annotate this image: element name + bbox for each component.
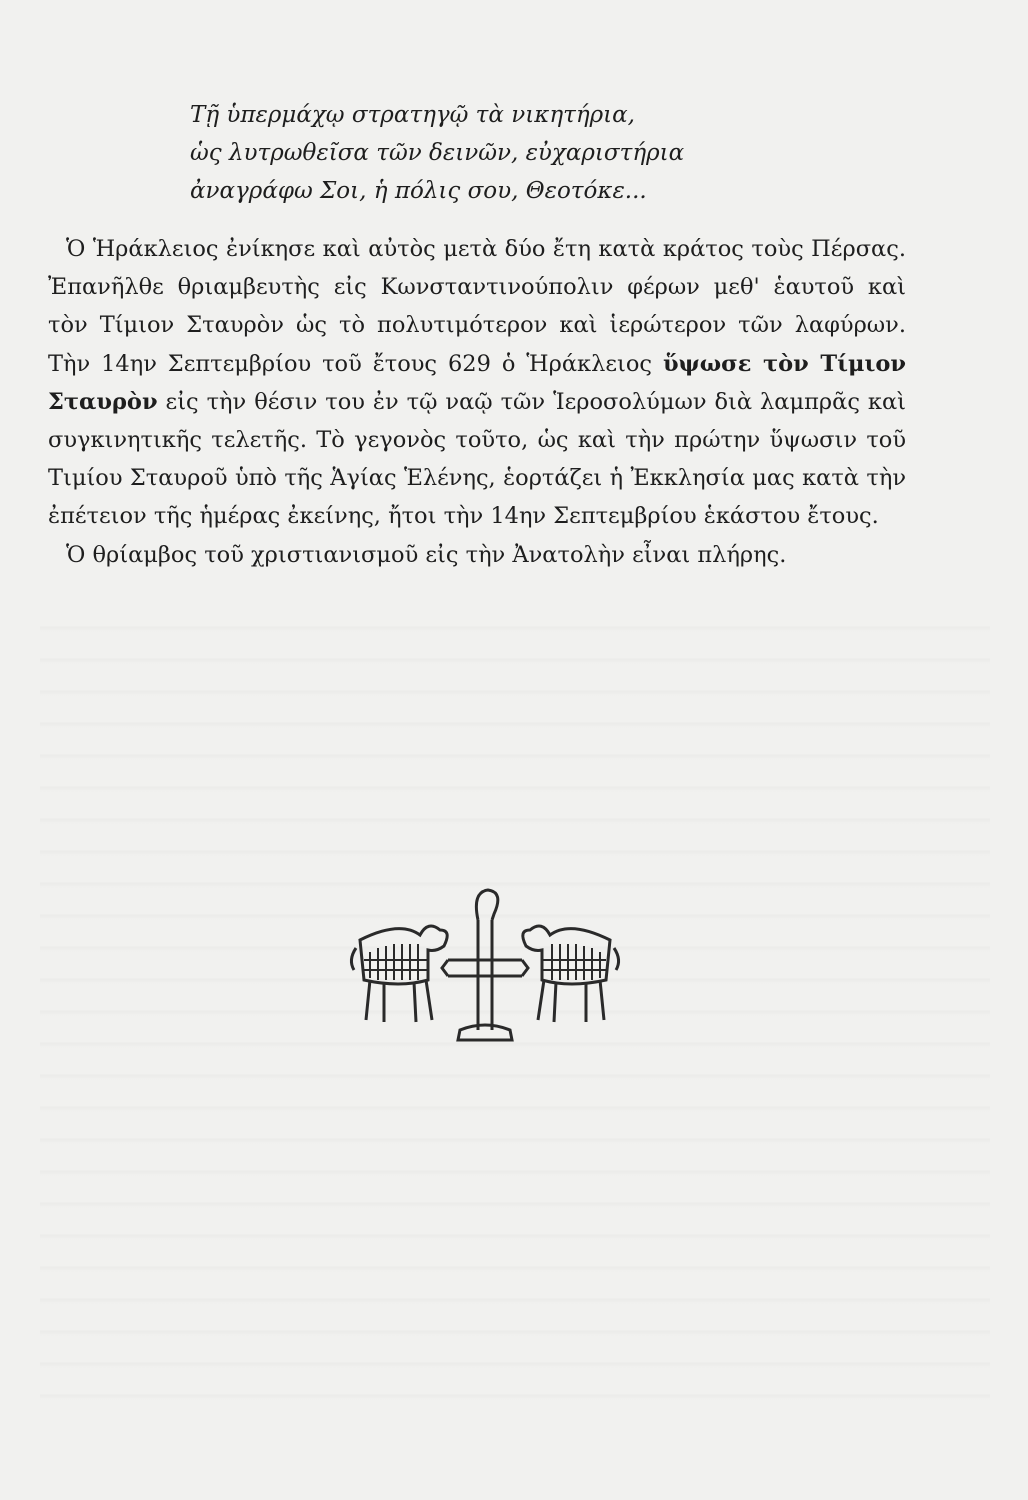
verse-line: ἀναγράφω Σοι, ἡ πόλις σου, Θεοτόκε... — [190, 178, 647, 204]
verse-line: ὡς λυτρωθεῖσα τῶν δεινῶν, εὐχαριστήρια — [190, 140, 685, 166]
lamb-icon — [523, 926, 619, 1022]
body-text — [48, 230, 906, 574]
paragraph-triumph: Ὁ θρίαμβος τοῦ χριστιανισμοῦ εἰς τὴν Ἀνατολὴν εἶναι πλήρης. — [66, 541, 787, 568]
hymn-verse — [190, 96, 830, 210]
paragraph-text: Ὁ Ἡράκλειος ἐνίκησε καὶ αὐτὸς μετὰ δύο ἔτη κατὰ κράτος τοὺς Πέρσας. Ἐπανῆλθε θριαμβευτὴς εἰς Κωνσταντινούπολιν φέρων μεθ' ἑαυτοῦ καὶ τὸν Τίμιον Σταυρὸν ὡς τὸ πολυτιμότερον καὶ ἱερώτερον τῶν λαφύρων. Τὴν 14ην Σεπτεμβρίου τοῦ ἔτους 629 ὁ Ἡράκλειος — [48, 236, 906, 377]
chi-rho-cross-icon — [442, 890, 528, 1040]
bold-emphasis: ὕψωσε τὸν Τίμιον Σταυρὸν — [48, 350, 906, 415]
lamb-icon — [351, 926, 447, 1022]
verse-line: Τῇ ὑπερμάχῳ στρατηγῷ τὰ νικητήρια, — [190, 102, 635, 128]
paragraph-heraclius — [48, 230, 906, 536]
paragraph-text: εἰς τὴν θέσιν του ἐν τῷ ναῷ τῶν Ἱεροσολύμων διὰ λαμπρᾶς καὶ συγκινητικῆς τελετῆς. Τὸ γεγονὸς τοῦτο, ὡς καὶ τὴν πρώτην ὕψωσιν τοῦ Τιμίου Σταυροῦ ὑπὸ τῆς Ἁγίας Ἑλένης, ἑορτάζει ἡ Ἐκκλησία μας κατὰ τὴν ἐπέτειον τῆς ἡμέρας ἐκείνης, ἤτοι τὴν 14ην Σεπτεμβρίου ἑκάστου ἔτους. — [48, 388, 906, 530]
emblem — [340, 880, 630, 1070]
